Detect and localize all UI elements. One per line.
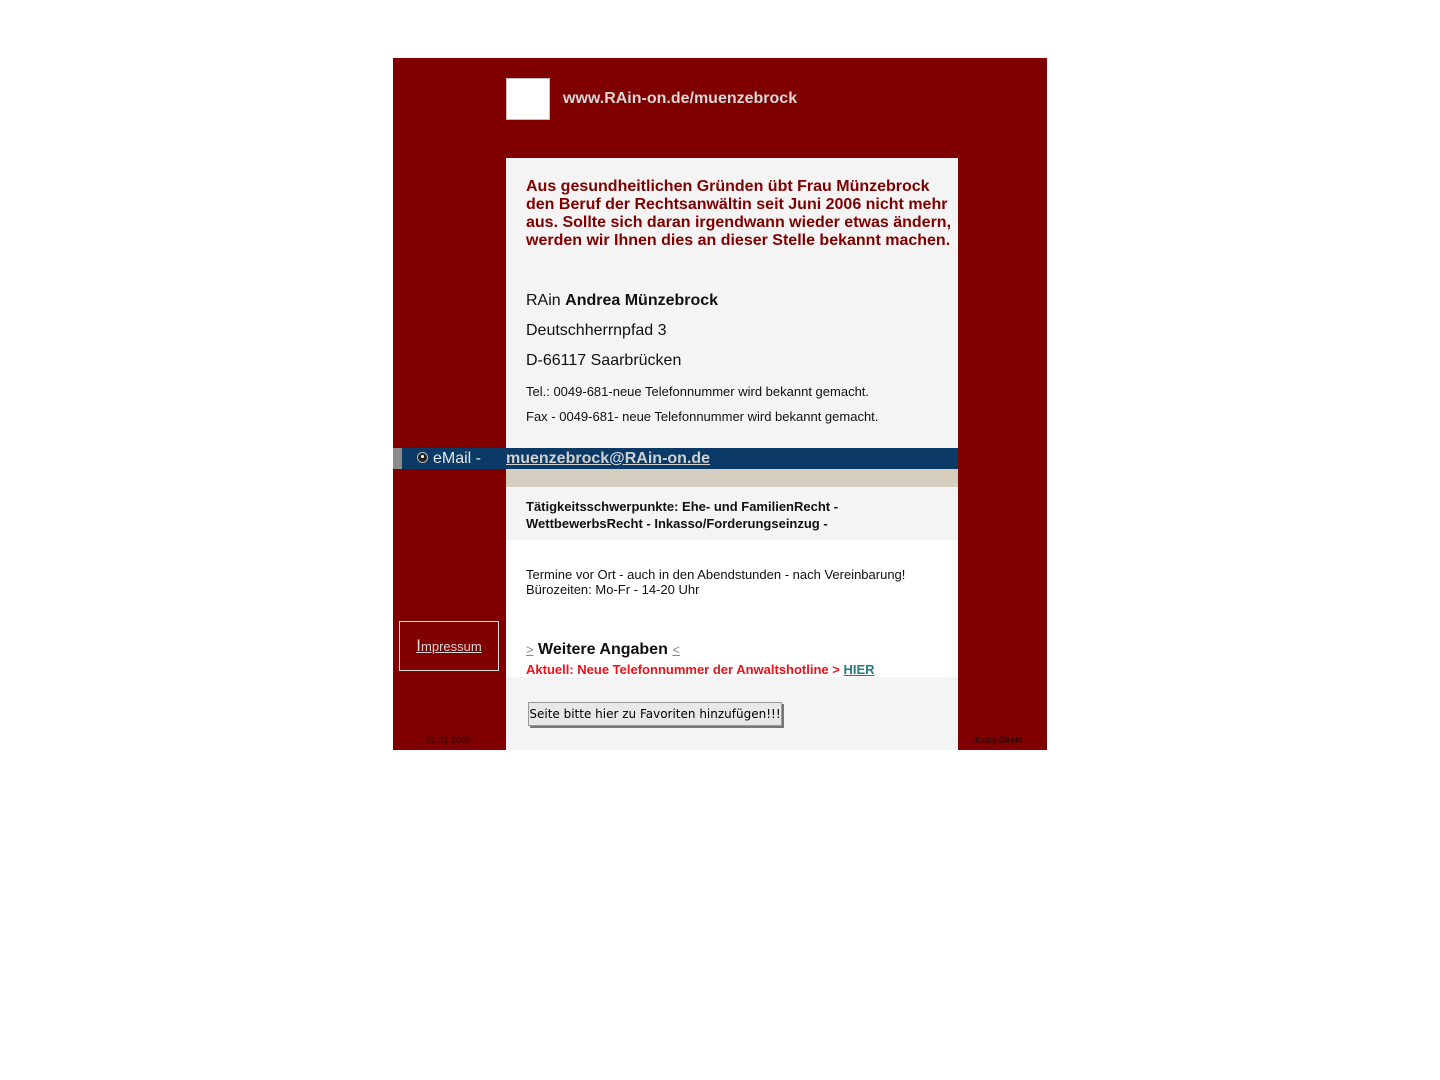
address-city: D-66117 Saarbrücken xyxy=(526,352,682,369)
lawyer-title: RAin xyxy=(526,292,561,309)
fax-line: Fax - 0049-681- neue Telefonnummer wird bekannt gemacht. xyxy=(526,409,879,424)
email-label: eMail - xyxy=(433,450,482,467)
hotline-text: Aktuell: Neue Telefonnummer der Anwaltshotline > xyxy=(526,662,840,677)
divider-strip xyxy=(506,469,958,487)
appointments-line: Termine vor Ort - auch in den Abendstunden - nach Vereinbarung! xyxy=(526,567,906,582)
details-panel xyxy=(506,540,958,677)
impressum-box xyxy=(399,621,499,671)
office-hours-line: Bürozeiten: Mo-Fr - 14-20 Uhr xyxy=(526,582,700,597)
footer-credit: Justiz-Direkt xyxy=(973,735,1023,745)
add-to-favorites-button[interactable]: Seite bitte hier zu Favoriten hinzufügen!!! xyxy=(528,702,782,726)
info-panel xyxy=(506,158,958,448)
lawyer-name xyxy=(526,292,718,310)
lawyer-fullname: Andrea Münzebrock xyxy=(565,292,719,309)
more-info-label: Weitere Angaben xyxy=(538,641,668,658)
hotline-notice xyxy=(526,662,875,677)
health-notice: Aus gesundheitlichen Gründen übt Frau Münzebrock den Beruf der Rechtsanwältin seit Juni 2006 nicht mehr aus. Sollte sich daran irgendwann wieder etwas ändern, werden wir Ihnen dies an dieser Stelle bekannt machen. xyxy=(526,178,952,249)
footer-date: 01.01.2006 xyxy=(426,735,472,745)
impressum-link[interactable] xyxy=(416,636,481,656)
address-street: Deutschherrnpfad 3 xyxy=(526,322,667,339)
page-frame xyxy=(393,58,1047,750)
favorites-panel xyxy=(506,677,958,750)
focus-panel xyxy=(506,487,958,540)
hotline-link[interactable]: HIER xyxy=(843,662,875,677)
more-arrow-right[interactable]: < xyxy=(672,642,680,657)
impressum-rest: mpressum xyxy=(421,639,482,654)
practice-areas: Tätigkeitsschwerpunkte: Ehe- und FamilienRecht - WettbewerbsRecht - Inkasso/Forderungseinzug - xyxy=(526,499,839,531)
impressum-initial: I xyxy=(416,636,422,655)
appointments-info xyxy=(526,567,905,597)
broken-logo-image xyxy=(506,78,550,120)
site-url: www.RAin-on.de/muenzebrock xyxy=(563,90,798,107)
more-info-line xyxy=(526,641,680,659)
email-bar-edge xyxy=(393,448,402,469)
mail-bullet-icon xyxy=(417,452,428,463)
email-link[interactable]: muenzebrock@RAin-on.de xyxy=(506,450,711,467)
more-arrow-left[interactable]: > xyxy=(526,642,534,657)
telephone-line: Tel.: 0049-681-neue Telefonnummer wird bekannt gemacht. xyxy=(526,384,870,399)
